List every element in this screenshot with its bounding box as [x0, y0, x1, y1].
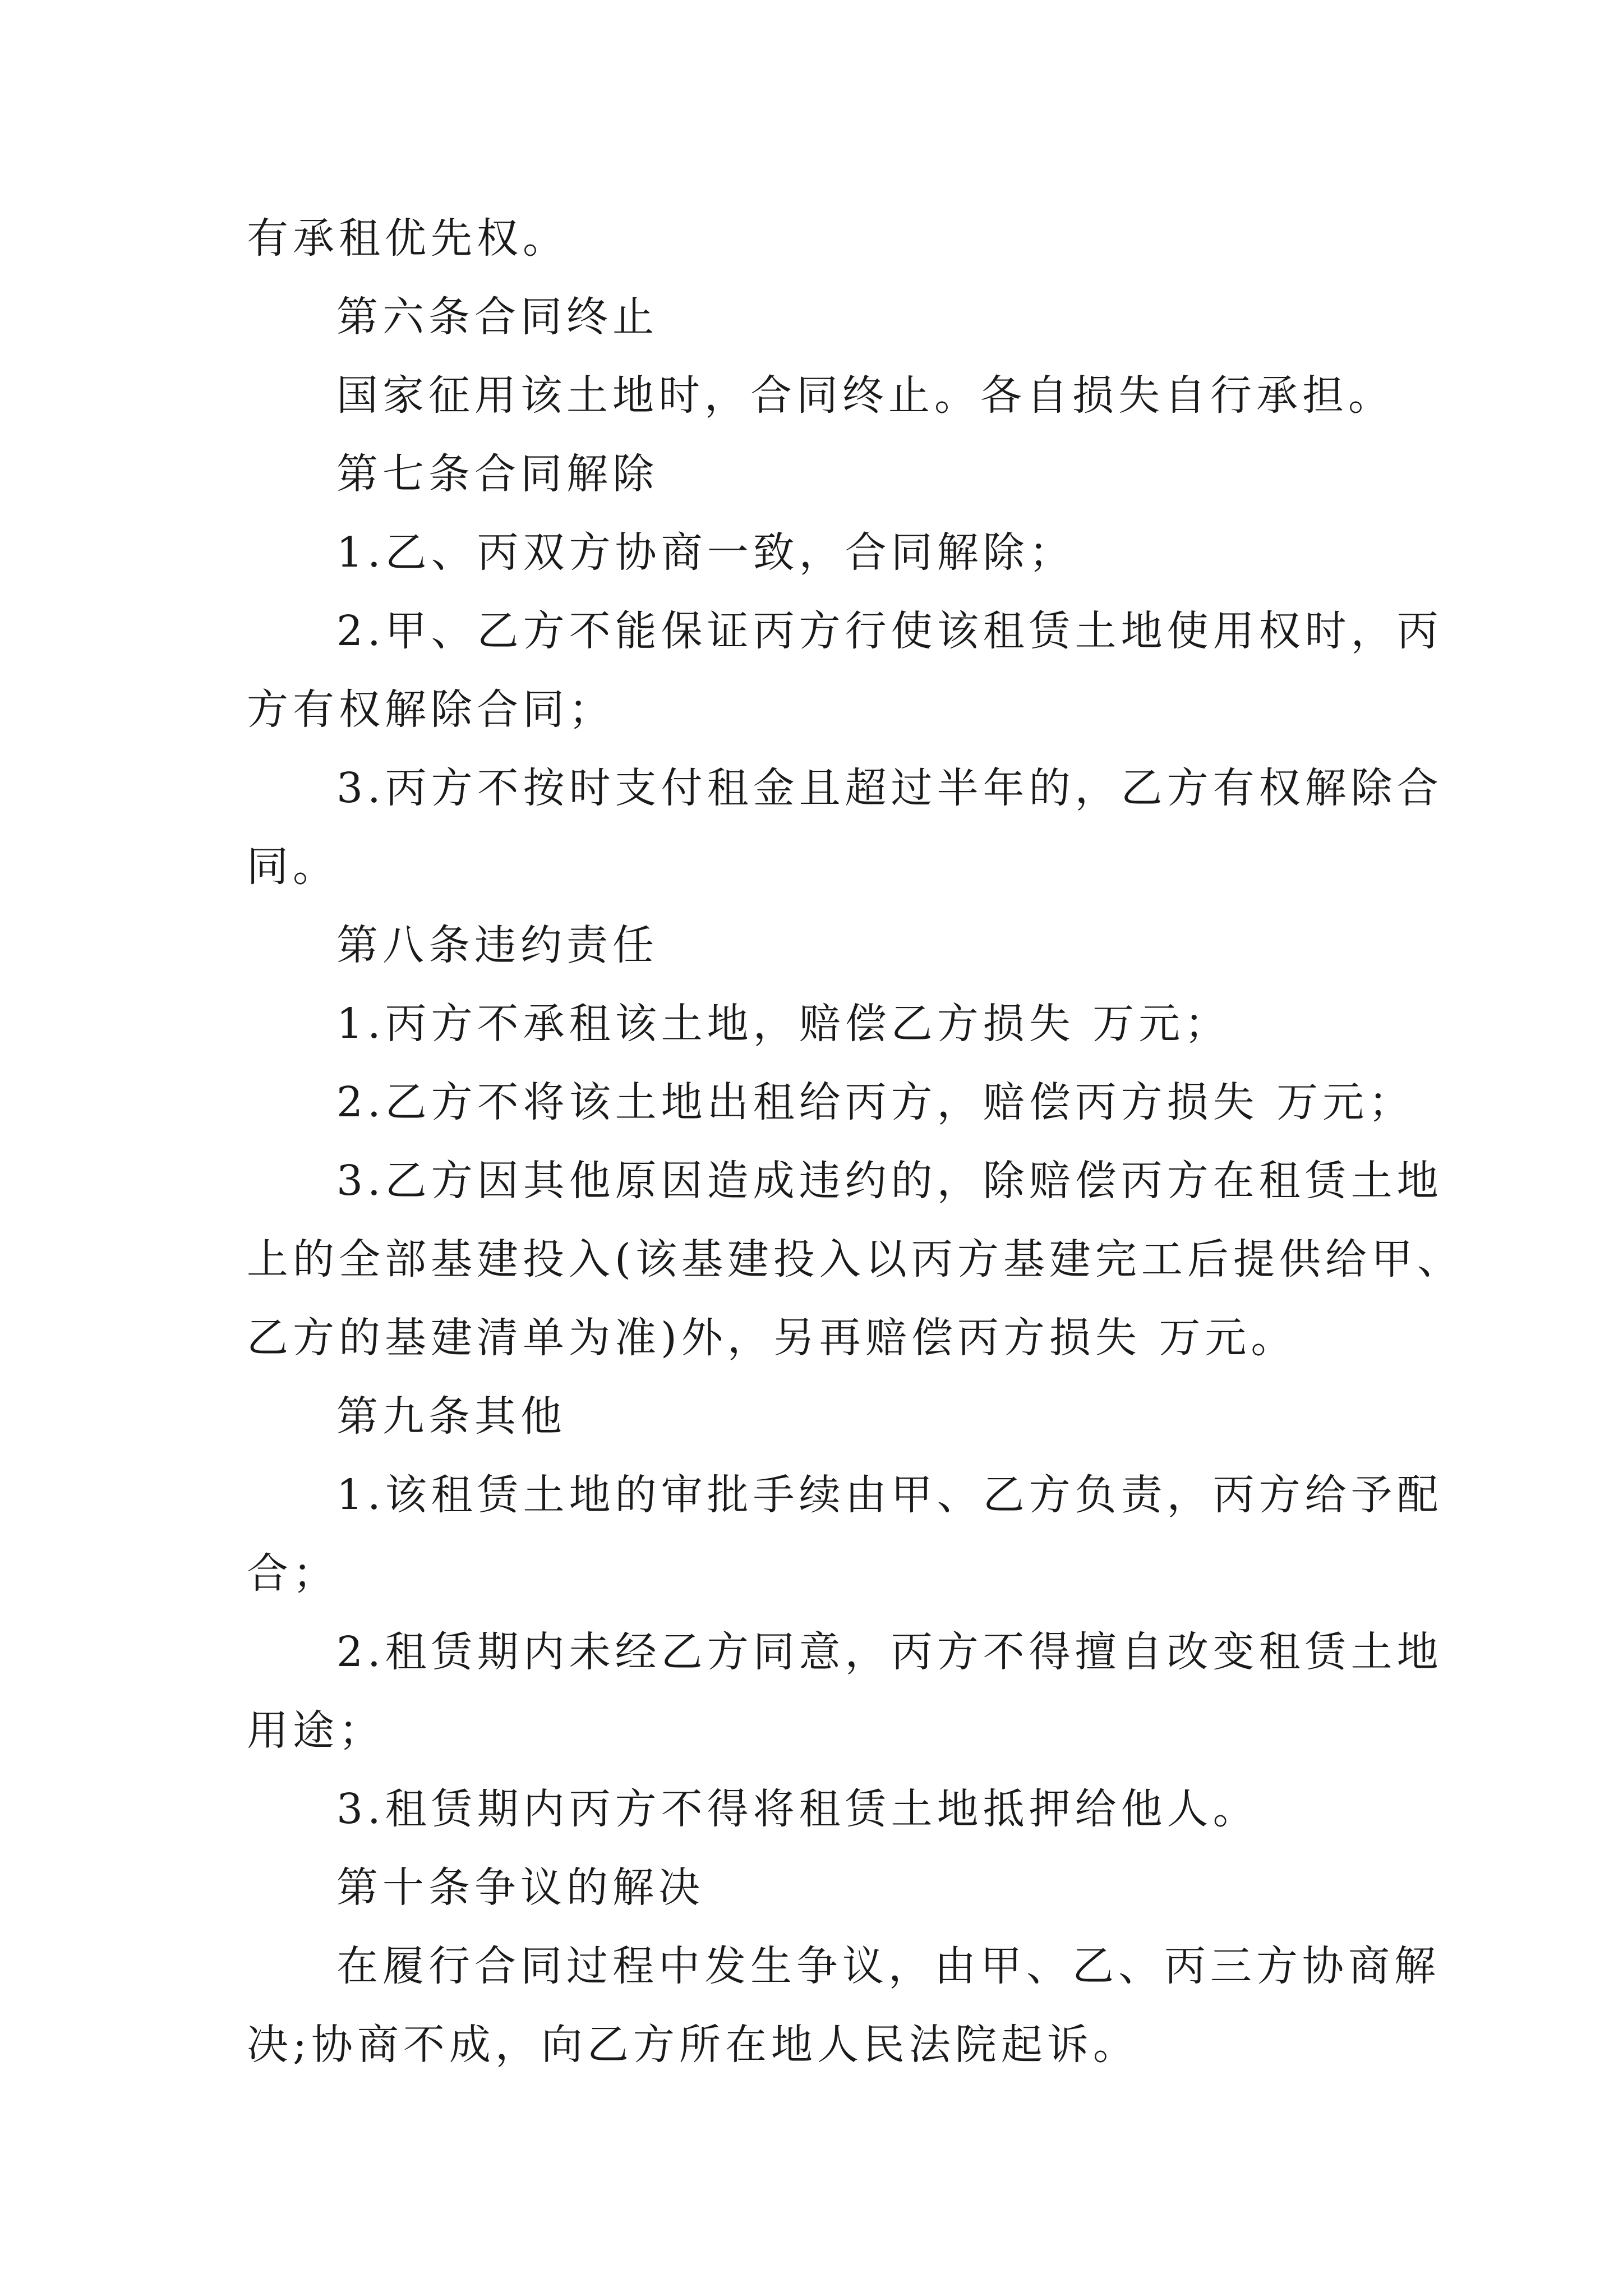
text-line: 2.租赁期内未经乙方同意，丙方不得擅自改变租赁土地 [336, 1628, 1443, 1676]
text-line: 国家征用该土地时，合同终止。各自损失自行承担。 [336, 371, 1394, 420]
text-line: 3.丙方不按时支付租金且超过半年的，乙方有权解除合 [336, 764, 1443, 812]
text-line: 上的全部基建投入(该基建投入以丙方基建完工后提供给甲、 [247, 1235, 1463, 1283]
text-line: 方有权解除合同； [247, 685, 615, 734]
text-line: 有承租优先权。 [247, 214, 569, 263]
text-line: 2.乙方不将该土地出租给丙方，赔偿丙方损失 万元； [336, 1078, 1415, 1126]
text-line: 1.该租赁土地的审批手续由甲、乙方负责，丙方给予配 [336, 1471, 1443, 1519]
section-heading: 第六条合同终止 [336, 293, 658, 341]
section-heading: 第八条违约责任 [336, 921, 658, 969]
text-line: 用途； [247, 1706, 385, 1755]
text-line: 乙方的基建清单为准)外，另再赔偿丙方损失 万元。 [247, 1314, 1297, 1362]
section-heading: 第十条争议的解决 [336, 1864, 704, 1912]
text-line: 在履行合同过程中发生争议，由甲、乙、丙三方协商解 [336, 1942, 1440, 1990]
text-line: 决;协商不成，向乙方所在地人民法院起诉。 [247, 2021, 1139, 2069]
text-line: 1.乙、丙双方协商一致，合同解除； [336, 528, 1075, 577]
section-heading: 第七条合同解除 [336, 450, 658, 498]
text-line: 合； [247, 1549, 339, 1598]
text-line: 同。 [247, 843, 339, 891]
text-line: 2.甲、乙方不能保证丙方行使该租赁土地使用权时，丙 [336, 607, 1443, 655]
text-line: 1.丙方不承租该土地，赔偿乙方损失 万元； [336, 1000, 1231, 1048]
text-line: 3.乙方因其他原因造成违约的，除赔偿丙方在租赁土地 [336, 1157, 1443, 1205]
section-heading: 第九条其他 [336, 1392, 566, 1441]
text-line: 3.租赁期内丙方不得将租赁土地抵押给他人。 [336, 1785, 1259, 1833]
